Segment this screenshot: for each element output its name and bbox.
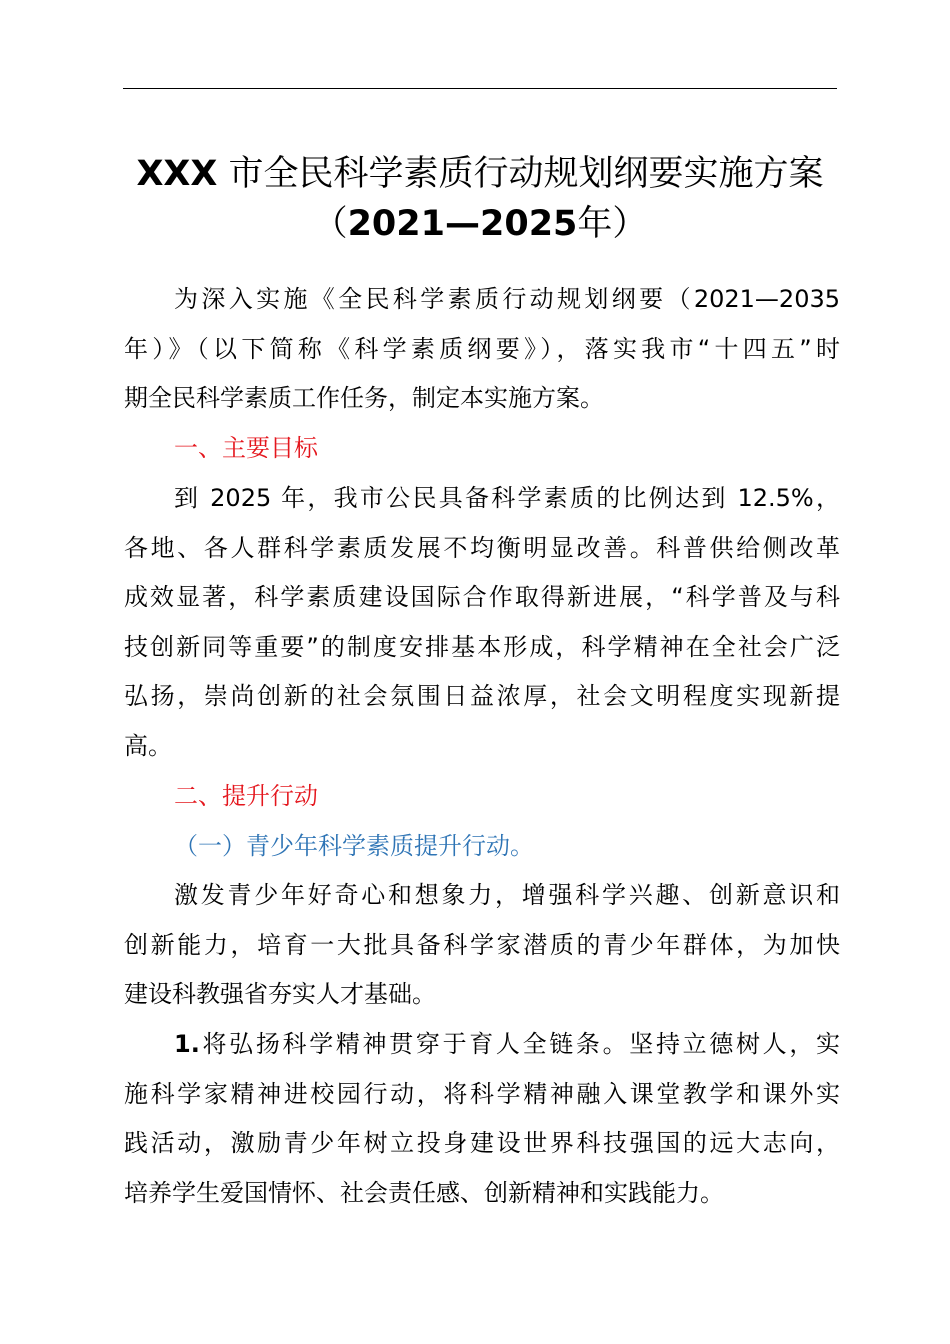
paragraph-line: 施科学家精神进校园行动，将科学精神融入课堂教学和课外实 xyxy=(124,1079,840,1108)
title-year-suffix: 年） xyxy=(577,204,648,244)
paragraph-line: 践活动，激励青少年树立投身建设世界科技强国的远大志向， xyxy=(124,1129,840,1157)
paragraph-line: 各地、各人群科学素质发展不均衡明显改善。科普供给侧改革 xyxy=(124,533,840,562)
paragraph-line: 成效显著，科学素质建设国际合作取得新进展，“科学普及与科 xyxy=(124,583,840,611)
title-prefix: XXX xyxy=(136,154,218,194)
paragraph-line: 到 2025 年，我市公民具备科学素质的比例达到 12.5%， xyxy=(174,484,840,512)
paragraph-line: 弘扬，崇尚创新的社会氛围日益浓厚，社会文明程度实现新提 xyxy=(124,682,840,710)
youth-paragraph xyxy=(124,871,840,1020)
header-rule xyxy=(123,88,837,89)
paragraph-line: 培养学生爱国情怀、社会责任感、创新精神和实践能力。 xyxy=(124,1178,724,1207)
paragraph-line: 激发青少年好奇心和想象力，增强科学兴趣、创新意识和 xyxy=(174,881,840,909)
title-main: 市全民科学素质行动规划纲要实施方案 xyxy=(228,154,824,194)
paragraph-line: 高。 xyxy=(124,731,172,760)
paragraph-line: 技创新同等重要”的制度安排基本形成，科学精神在全社会广泛 xyxy=(124,632,840,661)
goals-paragraph xyxy=(124,474,840,771)
subsection-heading-youth: （一）青少年科学素质提升行动。 xyxy=(174,832,534,860)
paragraph-line: 为深入实施《全民科学素质行动规划纲要（2021—2035 xyxy=(174,285,840,313)
paragraph-line: 建设科教强省夯实人才基础。 xyxy=(124,980,436,1008)
document-title-line-1 xyxy=(100,150,860,198)
item-1-paragraph xyxy=(124,1020,840,1218)
item-number: 1. xyxy=(174,1030,200,1058)
intro-paragraph xyxy=(124,275,840,424)
section-heading-main-goals: 一、主要目标 xyxy=(174,434,318,462)
item-text: 将弘扬科学精神贯穿于育人全链条。坚持立德树人，实 xyxy=(199,1030,840,1058)
paragraph-line: 创新能力，培育一大批具备科学家潜质的青少年群体，为加快 xyxy=(124,930,840,959)
paragraph-line xyxy=(124,1020,840,1070)
paragraph-line: 年）》（以下简称《科学素质纲要》），落实我市“十四五”时 xyxy=(124,334,840,363)
section-heading-actions: 二、提升行动 xyxy=(174,782,318,810)
title-paren-open: （ xyxy=(312,204,348,244)
paragraph-line: 期全民科学素质工作任务，制定本实施方案。 xyxy=(124,384,604,412)
title-years: 2021—2025 xyxy=(347,204,578,244)
document-title-line-2 xyxy=(100,200,860,248)
